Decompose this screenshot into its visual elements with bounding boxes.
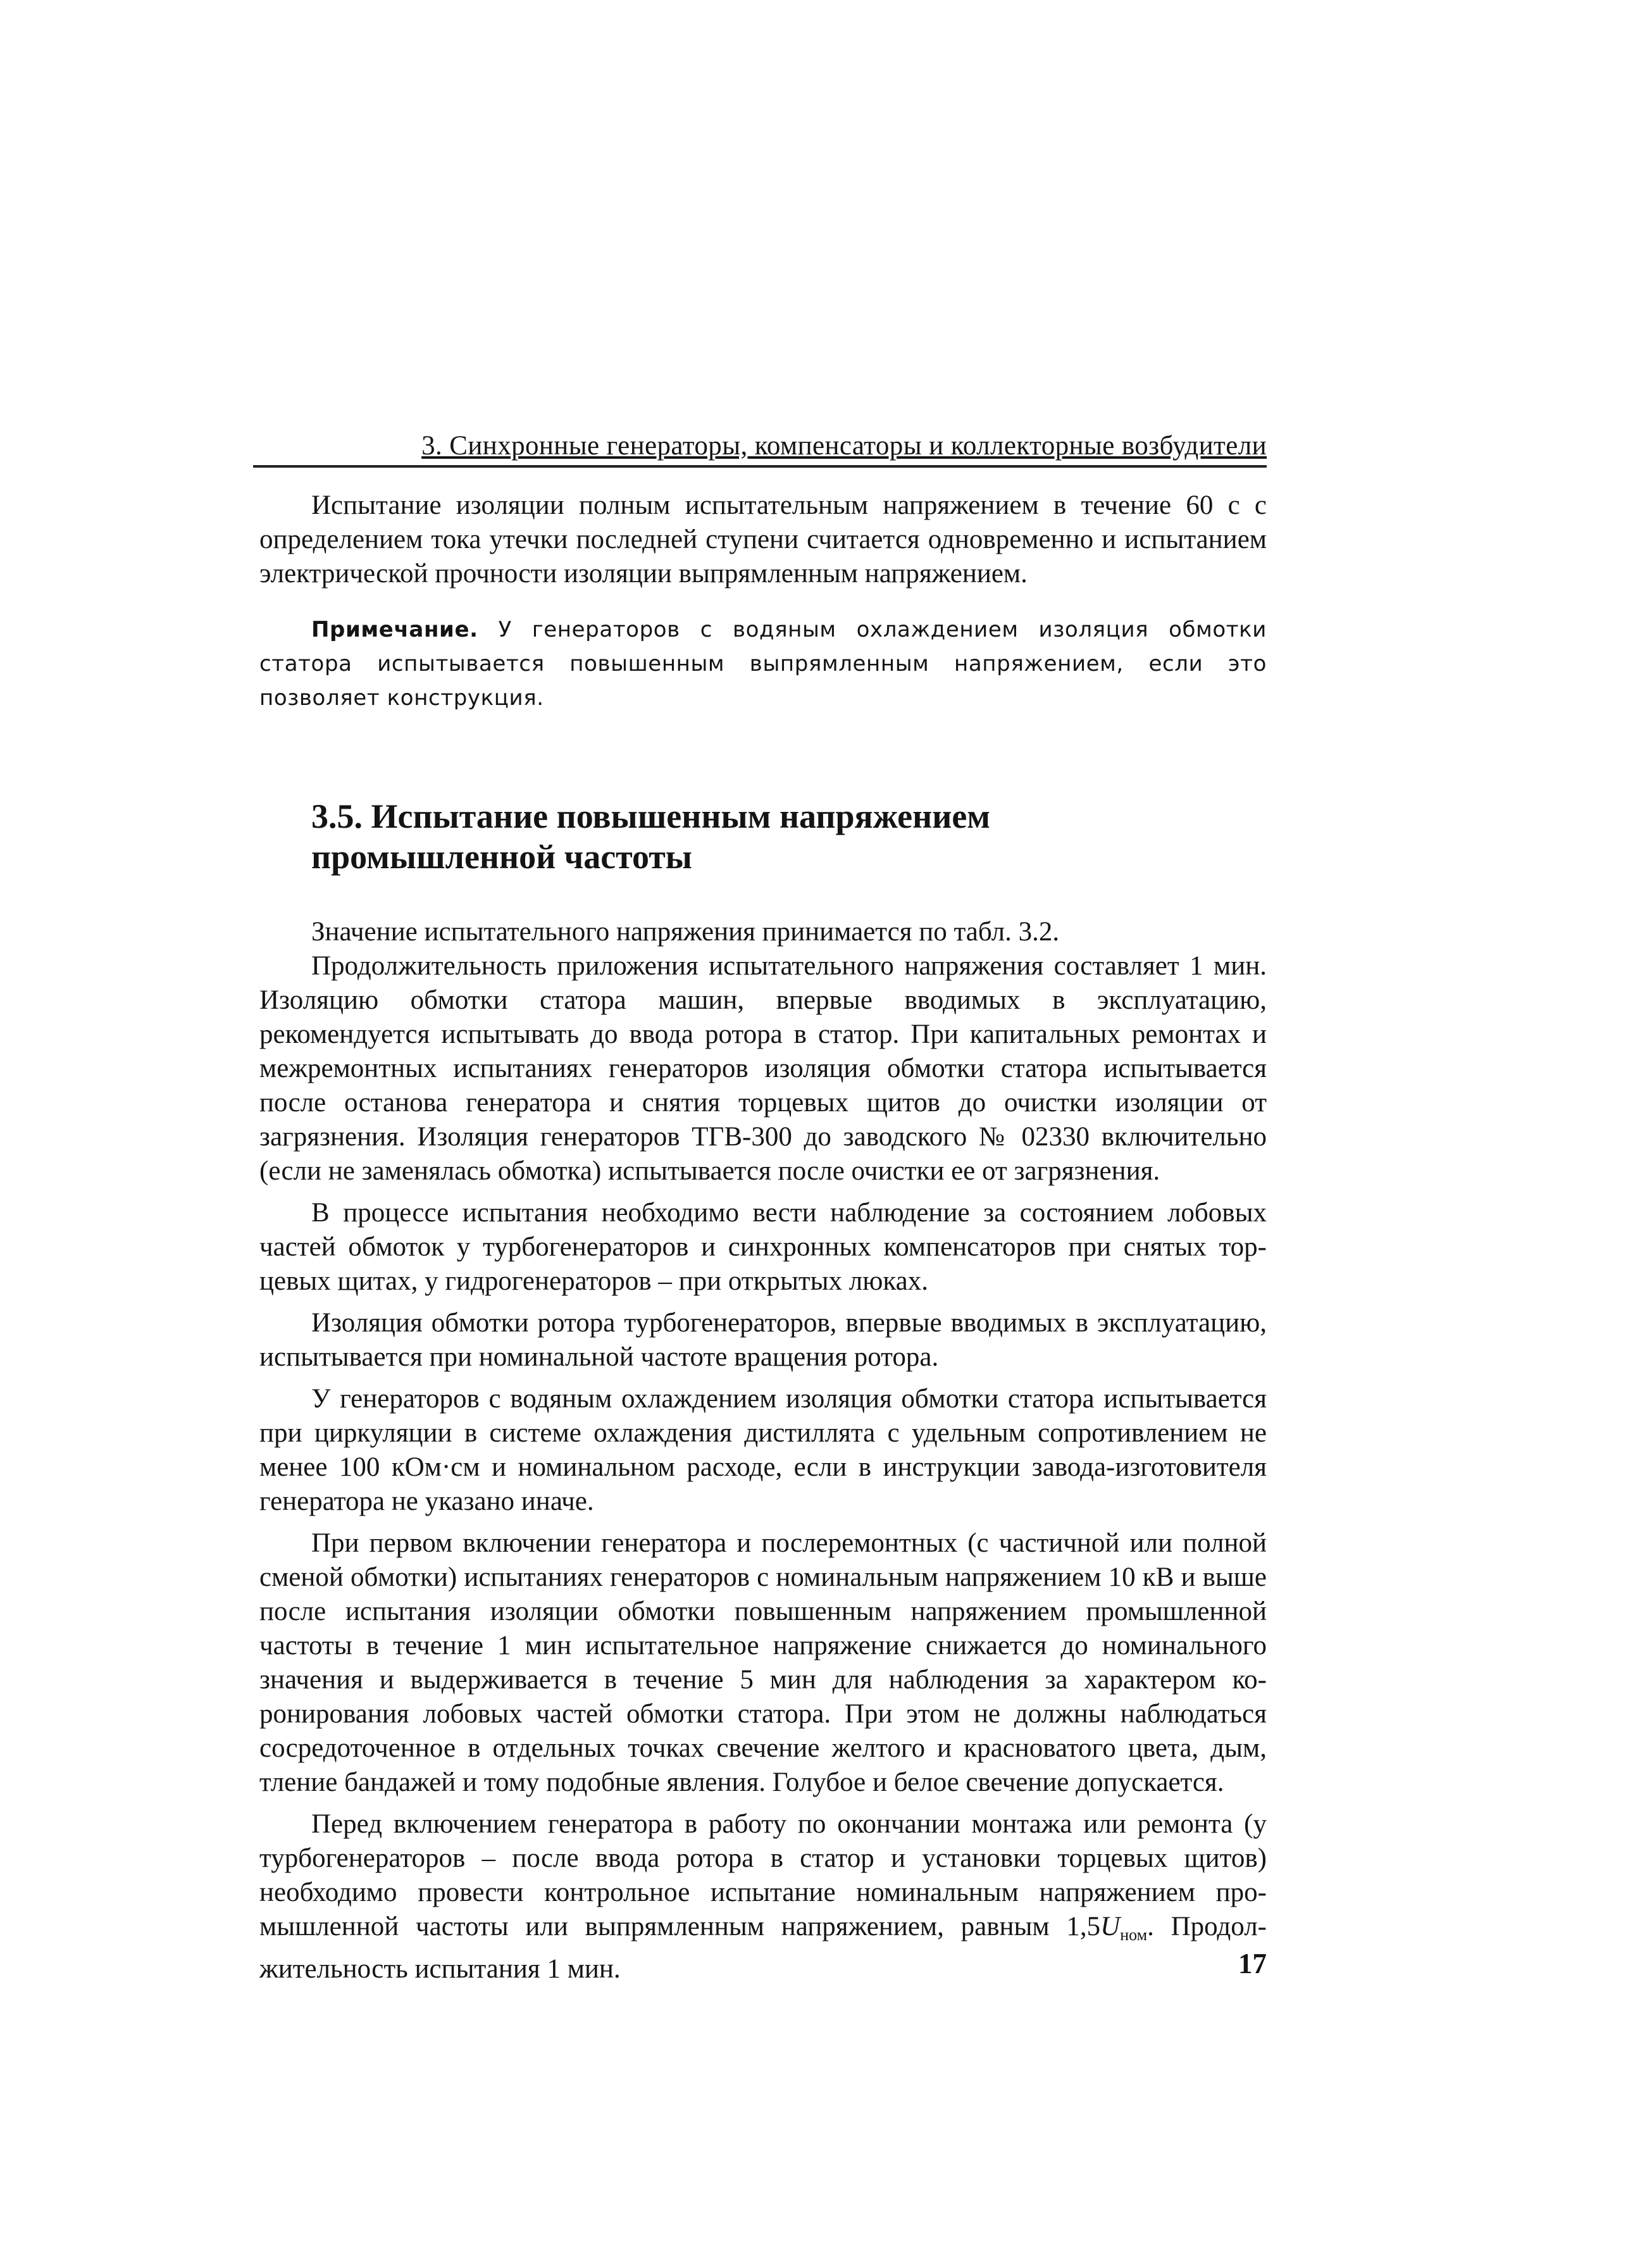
intro-paragraph: Испытание изоляции полным испытательным напряжением в течение 60 с с определением тока утечки последней ступени считается одновременно и испытанием электрической прочности изоляции выпрямленным напряжением. — [259, 490, 1267, 589]
section-paragraph-1: Значение испытательного напряжения принимается по табл. 3.2. — [311, 917, 1060, 947]
note-text: У генераторов с водяным охлаждением изоляция обмотки статора испытывается повышенным выпрямленным напряжением, если это позволяет конструкция. — [259, 617, 1267, 711]
p7-voltage-subscript: ном — [1120, 1926, 1148, 1944]
p7-text-after: . Продолжительность испытания 1 мин. — [259, 1912, 1267, 1984]
running-header — [253, 427, 1267, 468]
section-paragraph-6: При первом включении генератора и послеремонтных (с частичной или полной сменой обмотки) испытаниях генераторов с номинальным напряжением 10 кВ и выше после испытания изоляции обмотки повышенным напряжением промышленной частоты в течение 1 мин испытательное напряжение снижается до номинального значения и выдерживается в течение 5 мин для наблюдения за характером коронирования лобовых частей обмотки статора. При этом не должны наблюдаться сосредоточенное в отдельных точках свечение желтого и красноватого цвета, дым, тление бандажей и тому подобные явления. Голубое и белое свечение допускается. — [259, 1528, 1267, 1797]
p7-text-before: Перед включением генератора в работу по окончании монтажа или ремонта (у турбогенераторов – после ввода ротора в статор и установки торцевых щитов) необходимо провести контрольное испытание номинальным напряжением промышленной частоты или выпрямленным напряжением, равным — [259, 1809, 1267, 1941]
section-paragraph-5: У генераторов с водяным охлаждением изоляция обмотки статора испытывается при циркуляции в системе охлаждения дистиллята с удельным сопротивлением не менее 100 кОм·см и номинальном расходе, если в инструкции завода-изготовителя генератора не указано иначе. — [259, 1384, 1267, 1516]
section-heading — [259, 796, 1134, 877]
note-paragraph — [259, 613, 1267, 715]
section-paragraph-7 — [259, 1807, 1267, 1986]
p7-voltage-symbol: U — [1100, 1912, 1121, 1941]
section-heading-line-2: промышленной частоты — [311, 838, 692, 876]
p7-factor: 1,5 — [1066, 1912, 1101, 1941]
section-paragraph-2: Продолжительность приложения испытательного напряжения составляет 1 мин. Изоляцию обмотки статора машин, впервые вводимых в эксплуатацию, рекомендуется испытывать до ввода ротора в статор. При капитальных ремонтах и межремонтных испытаниях генераторов изоляция обмотки статора испытывается после останова генератора и снятия торцевых щитов до очистки изоляции от загрязнения. Изоляция генераторов ТГВ-300 до заводского № 02330 включительно (если не заменялась обмотка) испытывается после очистки ее от загрязнения. — [259, 951, 1267, 1186]
running-header-text: 3. Синхронные генераторы, компенсаторы и коллекторные возбудители — [421, 431, 1267, 461]
note-label: Примечание. — [311, 617, 478, 642]
section-paragraph-3: В процессе испытания необходимо вести наблюдение за состоянием лобовых частей обмоток у турбогенераторов и синхронных компенсаторов при снятых торцевых щитах, у гидрогенераторов – при открытых люках. — [259, 1198, 1267, 1296]
section-paragraph-4: Изоляция обмотки ротора турбогенераторов, впервые вводимых в эксплуатацию, испытывается при номинальной частоте вращения ротора. — [259, 1308, 1267, 1372]
page-content — [259, 489, 1267, 1986]
page-number: 17 — [1238, 1948, 1267, 1979]
section-heading-line-1: 3.5. Испытание повышенным напряжением — [311, 797, 991, 835]
